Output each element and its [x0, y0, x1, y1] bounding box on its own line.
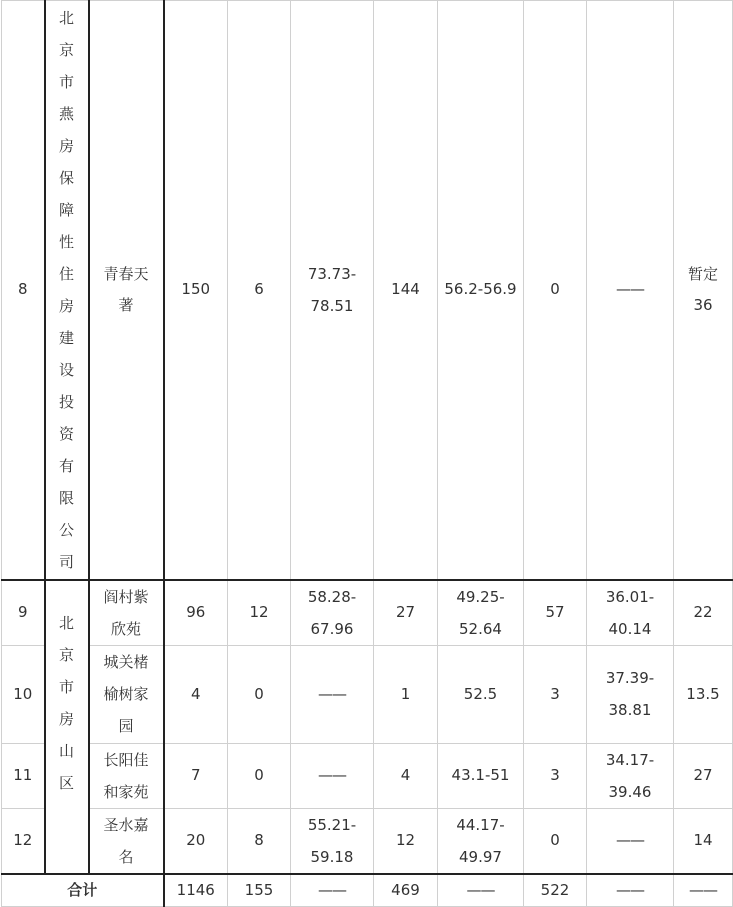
cell-c7: 52.5: [438, 645, 524, 743]
total-c5: ——: [291, 874, 374, 907]
project-name: 圣水嘉名: [89, 808, 164, 874]
cell-c4: 12: [228, 580, 291, 646]
company-name-text: 北京市燕房保障性住房建设投资有限公司: [58, 8, 74, 571]
cell-c8: 0: [524, 808, 587, 874]
project-name: 阎村紫欣苑: [89, 580, 164, 646]
row-number: 9: [2, 580, 45, 646]
project-name: 青春天著: [89, 1, 164, 580]
company-name: [45, 1, 89, 580]
cell-c9: 34.17-39.46: [587, 743, 674, 808]
cell-c10: 27: [674, 743, 733, 808]
cell-c3: 20: [164, 808, 228, 874]
project-name: 城关楮榆树家园: [89, 645, 164, 743]
table-row: [2, 743, 733, 808]
row-number: 11: [2, 743, 45, 808]
cell-c6: 1: [374, 645, 438, 743]
cell-c5: 58.28-67.96: [291, 580, 374, 646]
cell-c10: 22: [674, 580, 733, 646]
row-number: 12: [2, 808, 45, 874]
cell-c7: 56.2-56.9: [438, 1, 524, 580]
cell-c4: 8: [228, 808, 291, 874]
cell-c10: 14: [674, 808, 733, 874]
cell-c8: 0: [524, 1, 587, 580]
table-row: [2, 1, 733, 580]
cell-c8: 57: [524, 580, 587, 646]
project-name: 长阳佳和家苑: [89, 743, 164, 808]
cell-c6: 4: [374, 743, 438, 808]
cell-c8: 3: [524, 645, 587, 743]
cell-c6: 12: [374, 808, 438, 874]
row-number: 8: [2, 1, 45, 580]
cell-c6: 27: [374, 580, 438, 646]
total-c3: 1146: [164, 874, 228, 907]
total-c6: 469: [374, 874, 438, 907]
cell-c3: 4: [164, 645, 228, 743]
cell-c3: 150: [164, 1, 228, 580]
cell-c5: 73.73-78.51: [291, 1, 374, 580]
cell-c7: 43.1-51: [438, 743, 524, 808]
cell-c7: 44.17-49.97: [438, 808, 524, 874]
cell-c10: 暂定36: [674, 1, 733, 580]
cell-c9: 36.01-40.14: [587, 580, 674, 646]
cell-c5: ——: [291, 743, 374, 808]
cell-c3: 96: [164, 580, 228, 646]
cell-c7: 49.25-52.64: [438, 580, 524, 646]
cell-c5: 55.21-59.18: [291, 808, 374, 874]
cell-c5: ——: [291, 645, 374, 743]
total-label: 合计: [2, 874, 164, 907]
cell-c6: 144: [374, 1, 438, 580]
cell-c9: ——: [587, 808, 674, 874]
total-c4: 155: [228, 874, 291, 907]
row-number: 10: [2, 645, 45, 743]
cell-c4: 6: [228, 1, 291, 580]
table-row: [2, 645, 733, 743]
cell-c10: 13.5: [674, 645, 733, 743]
district-name-text: 北京市房山区: [58, 613, 74, 792]
table-row: [2, 580, 733, 646]
table-row: [2, 808, 733, 874]
housing-table: [1, 0, 733, 907]
total-c7: ——: [438, 874, 524, 907]
district-name: [45, 580, 89, 875]
total-c9: ——: [587, 874, 674, 907]
cell-c8: 3: [524, 743, 587, 808]
total-c10: ——: [674, 874, 733, 907]
cell-c4: 0: [228, 743, 291, 808]
cell-c3: 7: [164, 743, 228, 808]
cell-c4: 0: [228, 645, 291, 743]
cell-c9: ——: [587, 1, 674, 580]
cell-c9: 37.39-38.81: [587, 645, 674, 743]
total-c8: 522: [524, 874, 587, 907]
total-row: [2, 874, 733, 907]
